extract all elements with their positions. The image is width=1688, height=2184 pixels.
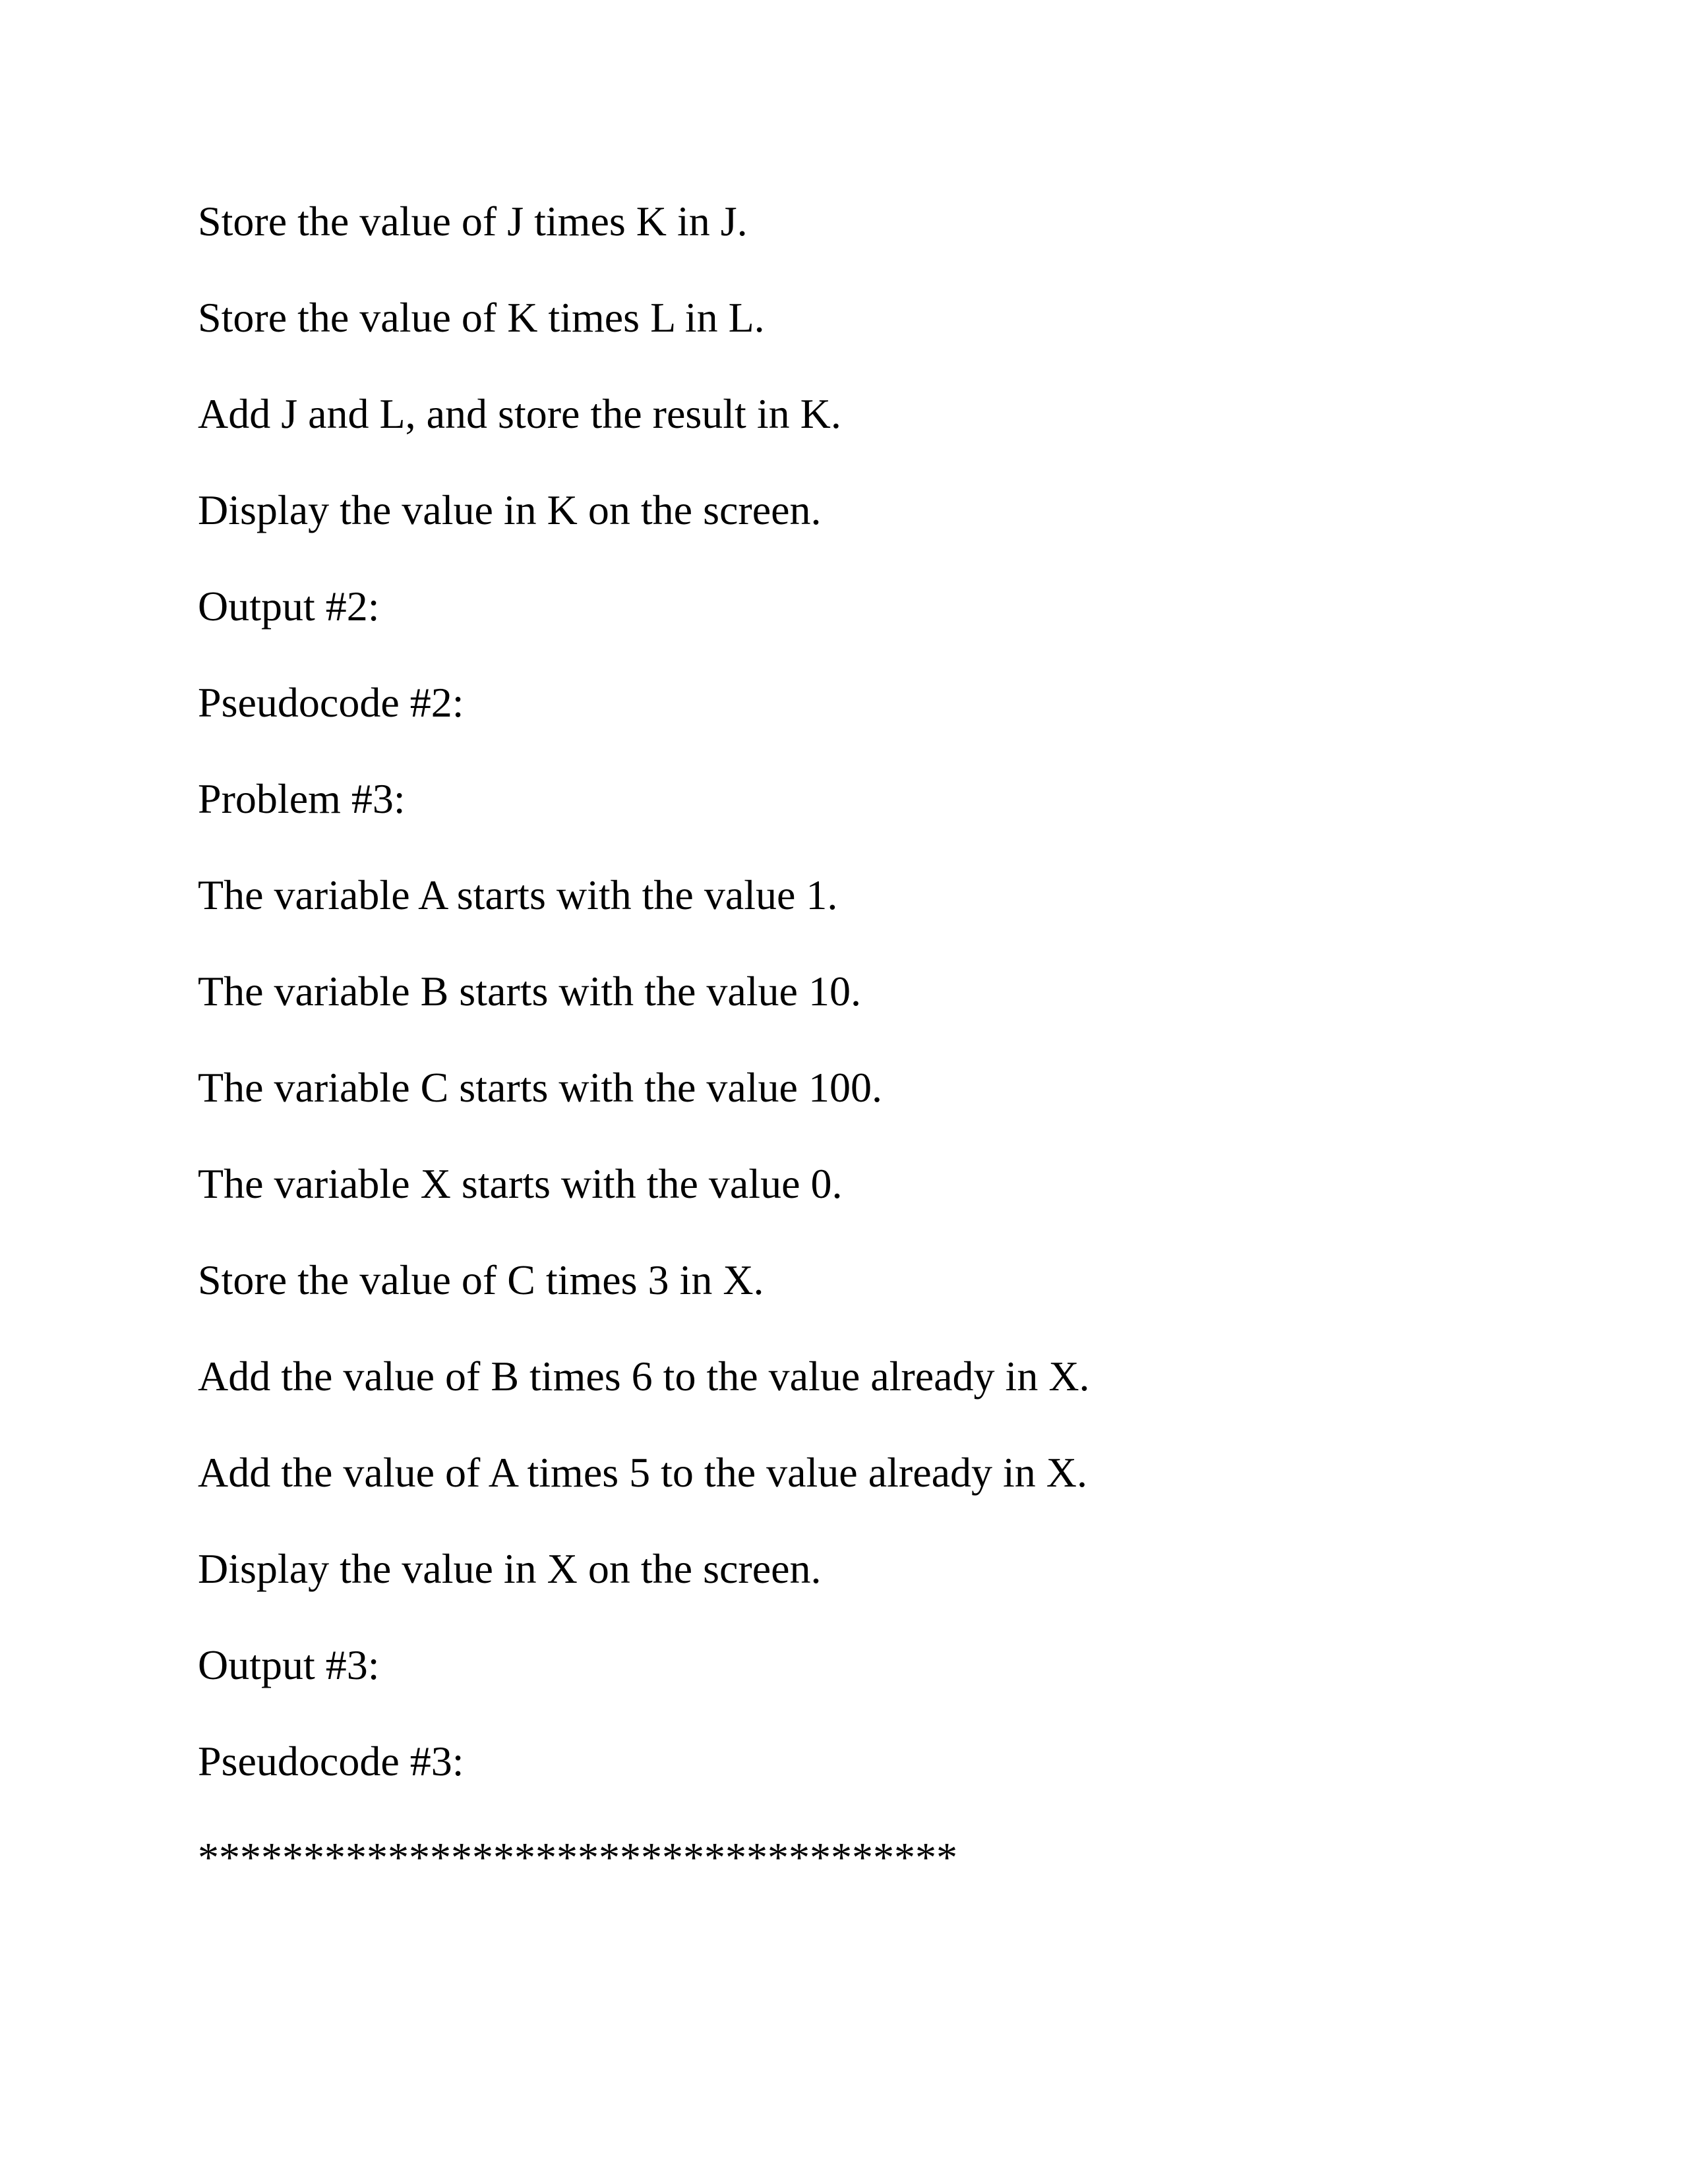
document-body [198, 200, 1517, 1879]
output-heading: Output #2: [198, 583, 380, 630]
pseudocode-heading: Pseudocode #3: [198, 1738, 464, 1785]
text-line: Display the value in X on the screen. [198, 1545, 822, 1592]
text-line: Store the value of C times 3 in X. [198, 1256, 764, 1303]
text-line: The variable C starts with the value 100. [198, 1064, 882, 1111]
output-heading: Output #3: [198, 1641, 380, 1688]
text-line: Display the value in K on the screen. [198, 487, 822, 533]
text-line: Add J and L, and store the result in K. [198, 390, 841, 437]
text-line: Store the value of J times K in J. [198, 198, 748, 245]
text-line: The variable A starts with the value 1. [198, 871, 838, 918]
problem-heading: Problem #3: [198, 775, 406, 822]
text-line: Store the value of K times L in L. [198, 294, 765, 341]
text-line: Add the value of A times 5 to the value already in X. [198, 1449, 1087, 1496]
text-line: The variable B starts with the value 10. [198, 968, 861, 1015]
text-line: The variable X starts with the value 0. [198, 1160, 843, 1207]
asterisk-separator: ************************************ [198, 1834, 957, 1881]
text-line: Add the value of B times 6 to the value already in X. [198, 1353, 1090, 1400]
pseudocode-heading: Pseudocode #2: [198, 679, 464, 726]
